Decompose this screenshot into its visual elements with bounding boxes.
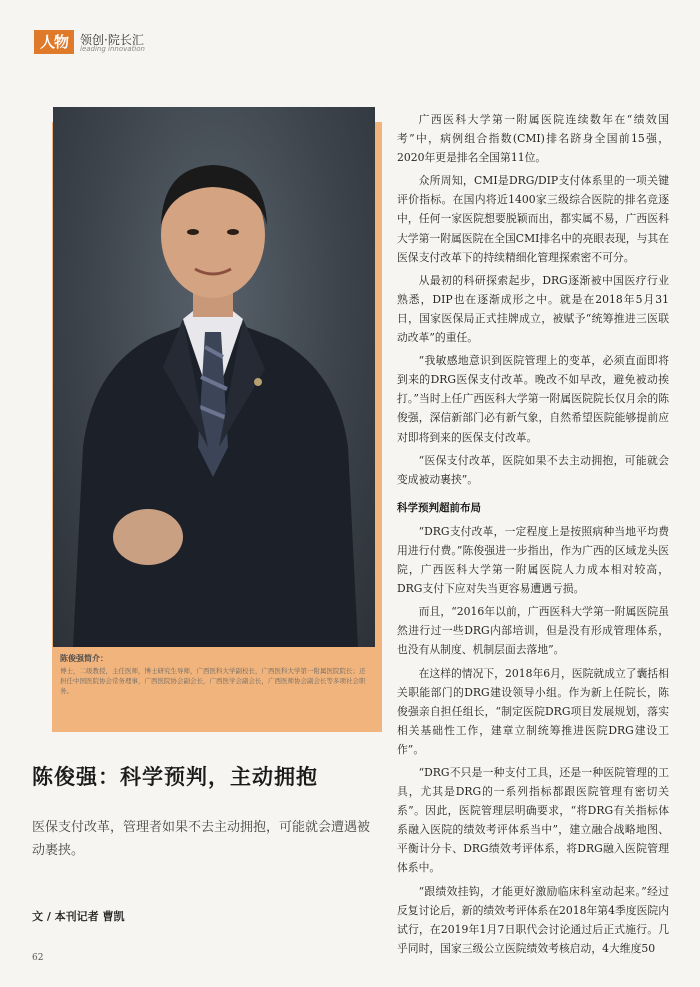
paragraph: 而且，“2016年以前，广西医科大学第一附属医院虽然进行过一些DRG内部培训，但是没有形成管理体系，也没有从制度、机制层面去落地”。 bbox=[397, 605, 669, 657]
caption-title: 陈俊强简介： bbox=[60, 654, 108, 663]
magazine-header bbox=[34, 30, 354, 58]
paragraph: “医保支付改革，医院如果不去主动拥抱，可能就会变成被动裹挟”。 bbox=[397, 453, 669, 486]
caption-text: 博士，二级教授，主任医师，博士研究生导师，广西医科大学副校长，广西医科大学第一附属医院院长；还担任中国医院协会常务理事，广西医院协会副会长，广西医学会副会长，广西医师协会副会长等多项社会职务。 bbox=[60, 667, 366, 695]
section-heading: 科学预判超前布局 bbox=[397, 501, 481, 514]
photo-caption bbox=[60, 653, 366, 696]
paragraph: 从最初的科研探索起步，DRG逐渐被中国医疗行业熟悉，DIP也在逐渐成形之中。就是在2018年5月31日，国家医保局正式挂牌成立，被赋予“统筹推进三医联动改革”的重任。 bbox=[397, 273, 669, 345]
paragraph: “跟绩效挂钩，才能更好激励临床科室动起来。”经过反复讨论后，新的绩效考评体系在2018年第4季度医院内试行，在2019年1月7日职代会讨论通过后正式施行。几乎同时，国家三级公立医院绩效考核启动，4大维度50 bbox=[397, 884, 669, 955]
paragraph: 广西医科大学第一附属医院连续数年在“绩效国考”中，病例组合指数(CMI)排名跻身全国前15强，2020年更是排名全国第11位。 bbox=[397, 113, 669, 165]
paragraph: “我敏感地意识到医院管理上的变革，必须直面即将到来的DRG医保支付改革。晚改不如早改，避免被动挨打。”当时上任广西医科大学第一附属医院院长仅月余的陈俊强，深信新部门必有新气象，自然希望医院能够提前应对即将到来的医保支付改革。 bbox=[397, 354, 669, 444]
paragraph: 众所周知，CMI是DRG/DIP支付体系里的一项关键评价指标。在国内将近1400家三级综合医院的排名竞逐中，任何一家医院想要脱颖而出，都实属不易，广西医科大学第一附属医院在全国CMI排名中的亮眼表现，与其在医保支付改革下的持续精细化管理探索密不可分。 bbox=[397, 174, 669, 264]
article-title: 陈俊强：科学预判，主动拥抱 bbox=[32, 765, 318, 789]
article-subtitle: 医保支付改革，管理者如果不去主动拥抱，可能就会遭遇被动裹挟。 bbox=[32, 820, 371, 858]
paragraph: “DRG不只是一种支付工具，还是一种医院管理的工具，尤其是DRG的一系列指标都跟医院管理有密切关系”。因此，医院管理层明确要求，“将DRG有关指标体系融入医院的绩效考评体系当中”，建立融合战略地图、平衡计分卡、DRG绩效考评体系，将DRG融入医院管理体系中。 bbox=[397, 766, 669, 875]
column-logo: 人物 bbox=[34, 30, 74, 54]
section-name: 领创·院长汇 bbox=[80, 33, 144, 47]
paragraph: 在这样的情况下，2018年6月，医院就成立了囊括相关职能部门的DRG建设领导小组。作为新上任院长，陈俊强亲自担任组长，“制定医院DRG项目发展规划，落实相关基础性工作，建章立制统筹推进医院DRG建设工作”。 bbox=[397, 666, 669, 756]
article-byline: 文 / 本刊记者 曹凯 bbox=[32, 910, 125, 923]
page-number: 62 bbox=[32, 953, 44, 963]
paragraph: “DRG支付改革，一定程度上是按照病种当地平均费用进行付费。”陈俊强进一步指出，作为广西的区域龙头医院，广西医科大学第一附属医院人力成本相对较高，DRG支付下应对失当更容易遭遇亏损。 bbox=[397, 524, 669, 596]
article-body bbox=[397, 110, 669, 962]
section-name-english: leading innovation bbox=[80, 45, 145, 53]
portrait-photo bbox=[53, 107, 375, 647]
